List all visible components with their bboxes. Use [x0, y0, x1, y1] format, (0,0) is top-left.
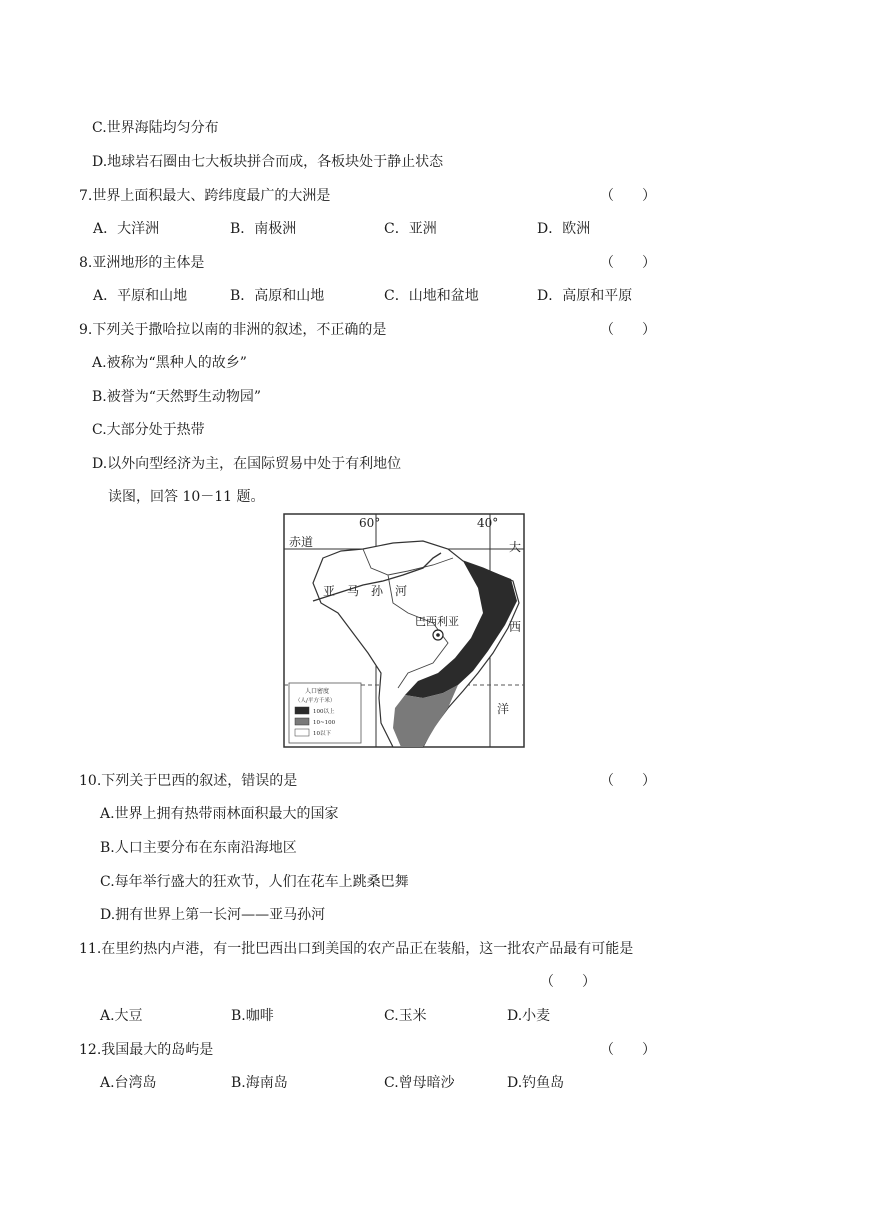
figure-intro: 读图，回答 10－11 题。 — [108, 489, 265, 505]
lon-40-label: 40° — [477, 516, 499, 530]
ocean-char-1: 大 — [509, 540, 522, 554]
q8-option-c: C．山地和盆地 — [384, 288, 479, 304]
q10-stem: 10.下列关于巴西的叙述，错误的是 — [79, 773, 298, 789]
q7-option-b: B．南极洲 — [230, 221, 297, 237]
capital-label: 巴西利亚 — [415, 615, 459, 628]
q9-option-a: A.被称为“黑种人的故乡” — [92, 355, 247, 371]
q9-answer-blank: （ ） — [600, 322, 656, 338]
q7-answer-blank: （ ） — [600, 188, 656, 204]
legend-title: 人口密度 — [305, 688, 330, 695]
lon-60-label: 60° — [359, 516, 381, 530]
q12-stem: 12.我国最大的岛屿是 — [79, 1042, 214, 1058]
q11-option-c: C.玉米 — [384, 1008, 427, 1024]
q11-option-a: A.大豆 — [100, 1008, 143, 1024]
q11-option-b: B.咖啡 — [231, 1008, 274, 1024]
q10-option-a: A.世界上拥有热带雨林面积最大的国家 — [100, 806, 339, 822]
ocean-char-3: 洋 — [497, 702, 510, 716]
q7-option-d: D．欧洲 — [537, 221, 591, 237]
legend-swatch-low — [295, 729, 309, 736]
legend-swatch-high — [295, 707, 309, 714]
river-label: 亚 马 孙 河 — [323, 584, 408, 598]
brazil-population-map — [283, 513, 526, 749]
q7-option-a: A．大洋洲 — [93, 221, 160, 237]
ocean-char-2: 西 — [509, 620, 522, 634]
q12-answer-blank: （ ） — [600, 1042, 656, 1058]
q8-answer-blank: （ ） — [600, 255, 656, 271]
q10-answer-blank: （ ） — [600, 773, 656, 789]
q11-answer-blank: （ ） — [540, 974, 596, 990]
legend-swatch-medium — [295, 718, 309, 725]
q6-option-d: D.地球岩石圈由七大板块拼合而成，各板块处于静止状态 — [92, 154, 444, 170]
map-legend — [289, 683, 361, 743]
q9-stem: 9.下列关于撒哈拉以南的非洲的叙述，不正确的是 — [79, 322, 387, 338]
map-svg — [283, 513, 526, 749]
q8-option-b: B．高原和山地 — [230, 288, 325, 304]
q9-option-d: D.以外向型经济为主，在国际贸易中处于有利地位 — [92, 456, 402, 472]
q9-option-c: C.大部分处于热带 — [92, 422, 205, 438]
equator-label: 赤道 — [289, 535, 314, 549]
q10-option-d: D.拥有世界上第一长河——亚马孙河 — [100, 907, 326, 923]
q12-option-c: C.曾母暗沙 — [384, 1075, 455, 1091]
q12-option-b: B.海南岛 — [231, 1075, 288, 1091]
q11-stem: 11.在里约热内卢港，有一批巴西出口到美国的农产品正在装船，这一批农产品最有可能是 — [79, 941, 634, 957]
q8-option-d: D．高原和平原 — [537, 288, 633, 304]
q6-option-c: C.世界海陆均匀分布 — [92, 120, 219, 136]
q12-option-a: A.台湾岛 — [100, 1075, 157, 1091]
q12-option-d: D.钓鱼岛 — [507, 1075, 565, 1091]
legend-label-high: 100以上 — [313, 709, 335, 715]
q8-option-a: A．平原和山地 — [93, 288, 188, 304]
q10-option-b: B.人口主要分布在东南沿海地区 — [100, 840, 297, 856]
q7-stem: 7.世界上面积最大、跨纬度最广的大洲是 — [79, 188, 331, 204]
q11-option-d: D.小麦 — [507, 1008, 551, 1024]
legend-unit: （人/平方千米） — [295, 698, 336, 704]
q10-option-c: C.每年举行盛大的狂欢节，人们在花车上跳桑巴舞 — [100, 874, 409, 890]
legend-label-low: 10以下 — [313, 731, 331, 737]
q8-stem: 8.亚洲地形的主体是 — [79, 255, 205, 271]
q9-option-b: B.被誉为“天然野生动物园” — [92, 389, 262, 405]
q7-option-c: C．亚洲 — [384, 221, 437, 237]
legend-label-medium: 10~100 — [313, 720, 336, 726]
